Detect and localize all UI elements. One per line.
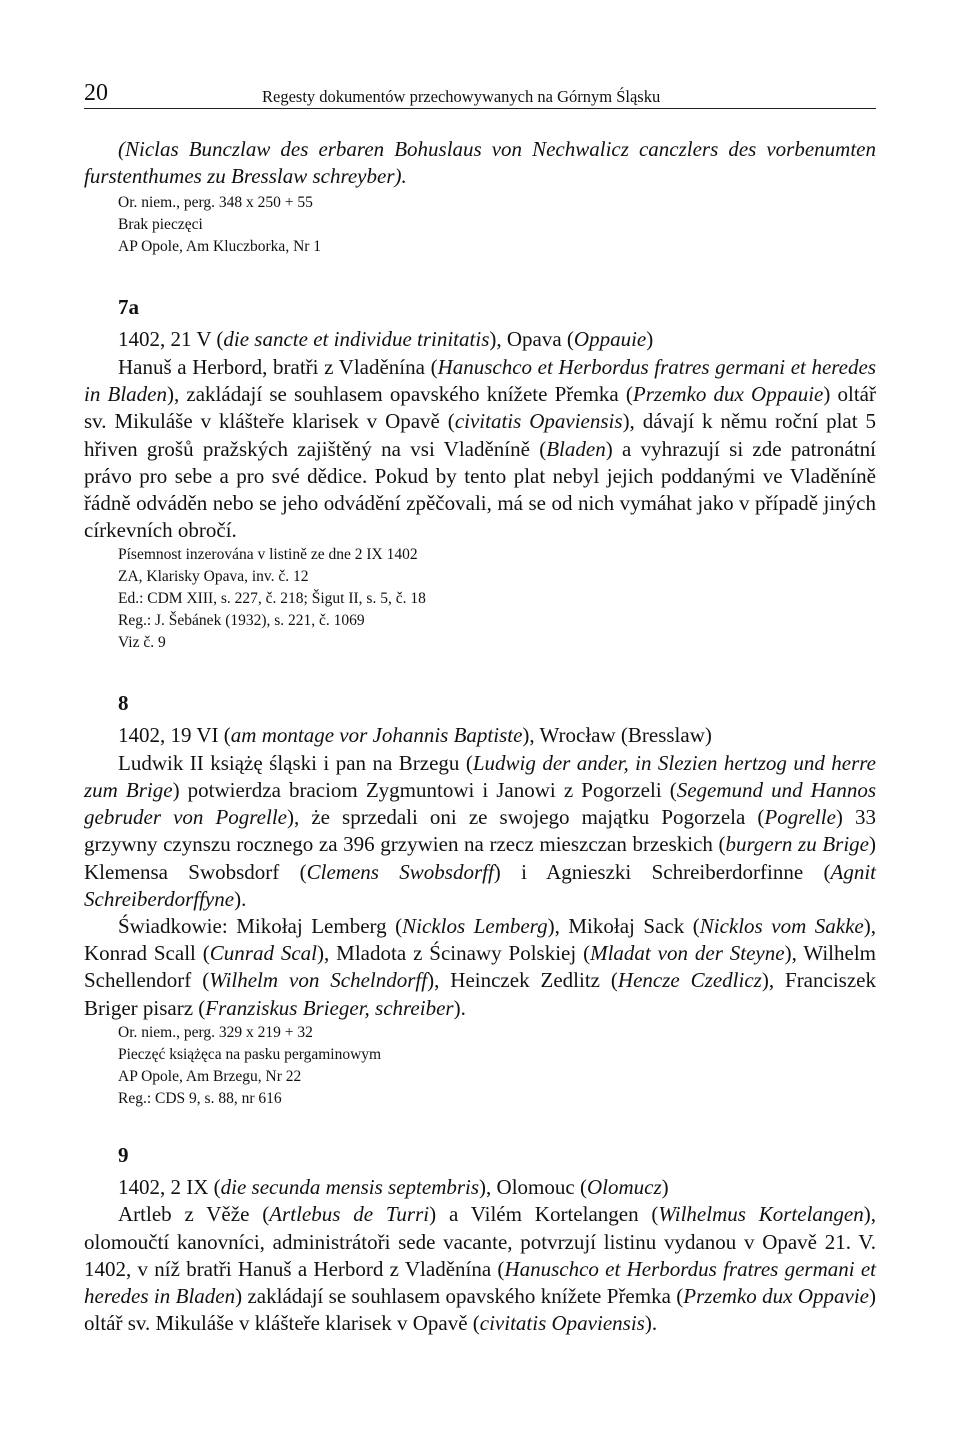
meta-line: Or. niem., perg. 348 x 250 + 55 bbox=[118, 194, 313, 212]
meta-line: Ed.: CDM XIII, s. 227, č. 218; Šigut II, s. 5, č. 18 bbox=[118, 590, 426, 608]
entry-8-date: 1402, 19 VI (am montage vor Johannis Baptiste), Wrocław (Bresslaw) bbox=[118, 723, 712, 748]
entry-9-text: Artleb z Věže (Artlebus de Turri) a Vilém Kortelangen (Wilhelmus Kortelangen), olomoučtí kanovníci, administrátoři sede vacante, potvrzují listinu vydanou v Opavě 21. V. 1402, v níž bratři Hanuš a Herbord z Vladěnína (Hanuschco et Herbordus fratres germani et heredes in Bladen) zakládají se souhlasem opavského knížete Přemka (Przemko dux Oppavie) oltář sv. Mikuláše v klášteře klarisek v Opavě (civitatis Opaviensis). bbox=[84, 1202, 876, 1336]
previous-entry-signature: (Niclas Bunczlaw des erbaren Bohuslaus von Nechwalicz canczlers des vorbenumten furstenthumes zu Bresslaw schreyber). bbox=[84, 137, 876, 189]
document-page bbox=[84, 78, 876, 1337]
page-header bbox=[84, 78, 876, 109]
entry-7a-date: 1402, 21 V (die sancte et individue trinitatis), Opava (Oppauie) bbox=[118, 327, 654, 352]
meta-line: Or. niem., perg. 329 x 219 + 32 bbox=[118, 1023, 313, 1041]
meta-line: ZA, Klarisky Opava, inv. č. 12 bbox=[118, 568, 309, 586]
meta-line: Reg.: J. Šebánek (1932), s. 221, č. 1069 bbox=[118, 612, 365, 630]
meta-line: Pieczęć książęca na pasku pergaminowym bbox=[118, 1045, 382, 1063]
meta-line: Reg.: CDS 9, s. 88, nr 616 bbox=[118, 1089, 282, 1107]
meta-line: Brak pieczęci bbox=[118, 216, 203, 234]
entry-8-text: Ludwik II książę śląski i pan na Brzegu (Ludwig der ander, in Slezien hertzog und herre zum Brige) potwierdza braciom Zygmuntowi i Janowi z Pogorzeli (Segemund und Hannos gebruder von Pogrelle), że sprzedali oni ze swojego majątku Pogorzela (Pogrelle) 33 grzywny czynszu rocznego za 396 grzywien na rzecz mieszczan brzeskich (burgern zu Brige) Klemensa Swobsdorf (Clemens Swobsdorff) i Agnieszki Schreiberdorfinne (Agnit Schreiberdorffyne). bbox=[84, 750, 877, 911]
entry-7a-text: Hanuš a Herbord, bratři z Vladěnína (Hanuschco et Herbordus fratres germani et heredes in Bladen), zakládají se souhlasem opavského knížete Přemka (Przemko dux Oppauie) oltář sv. Mikuláše v klášteře klarisek v Opavě (civitatis Opaviensis), dávají k němu roční plat 5 hřiven grošů pražských zajištěný na vsi Vladěníně (Bladen) a vyhrazují si zde patronátní právo pro sebe a pro své dědice. Pokud by tento plat nebyl jejich poddanými ve Vladěníně řádně odváděn nebo se jeho odvádění zpěčovali, má se od nich vymáhat jako v případě jiných církevních obročí. bbox=[84, 354, 876, 543]
entry-number-8: 8 bbox=[118, 691, 129, 716]
meta-line: AP Opole, Am Kluczborka, Nr 1 bbox=[118, 238, 322, 256]
page-body bbox=[84, 136, 876, 1337]
previous-entry-meta bbox=[118, 192, 876, 258]
entry-7a-meta bbox=[118, 544, 876, 654]
page-number: 20 bbox=[84, 80, 108, 106]
entry-9-date: 1402, 2 IX (die secunda mensis septembris), Olomouc (Olomucz) bbox=[118, 1174, 669, 1199]
entry-8-meta bbox=[118, 1022, 876, 1110]
meta-line: AP Opole, Am Brzegu, Nr 22 bbox=[118, 1067, 302, 1085]
entry-number-7a: 7a bbox=[118, 295, 139, 320]
meta-line: Písemnost inzerována v listině ze dne 2 IX 1402 bbox=[118, 546, 418, 564]
entry-number-9: 9 bbox=[118, 1142, 129, 1167]
meta-line: Viz č. 9 bbox=[118, 634, 166, 652]
running-title: Regesty dokumentów przechowywanych na Górnym Śląsku bbox=[262, 87, 661, 106]
entry-8-witnesses: Świadkowie: Mikołaj Lemberg (Nicklos Lemberg), Mikołaj Sack (Nicklos vom Sakke), Konrad Scall (Cunrad Scal), Mladota z Ścinawy Polskiej (Mladat von der Steyne), Wilhelm Schellendorf (Wilhelm von Schelndorff), Heinczek Zedlitz (Hencze Czedlicz), Franciszek Briger pisarz (Franziskus Brieger, schreiber). bbox=[84, 914, 876, 1020]
